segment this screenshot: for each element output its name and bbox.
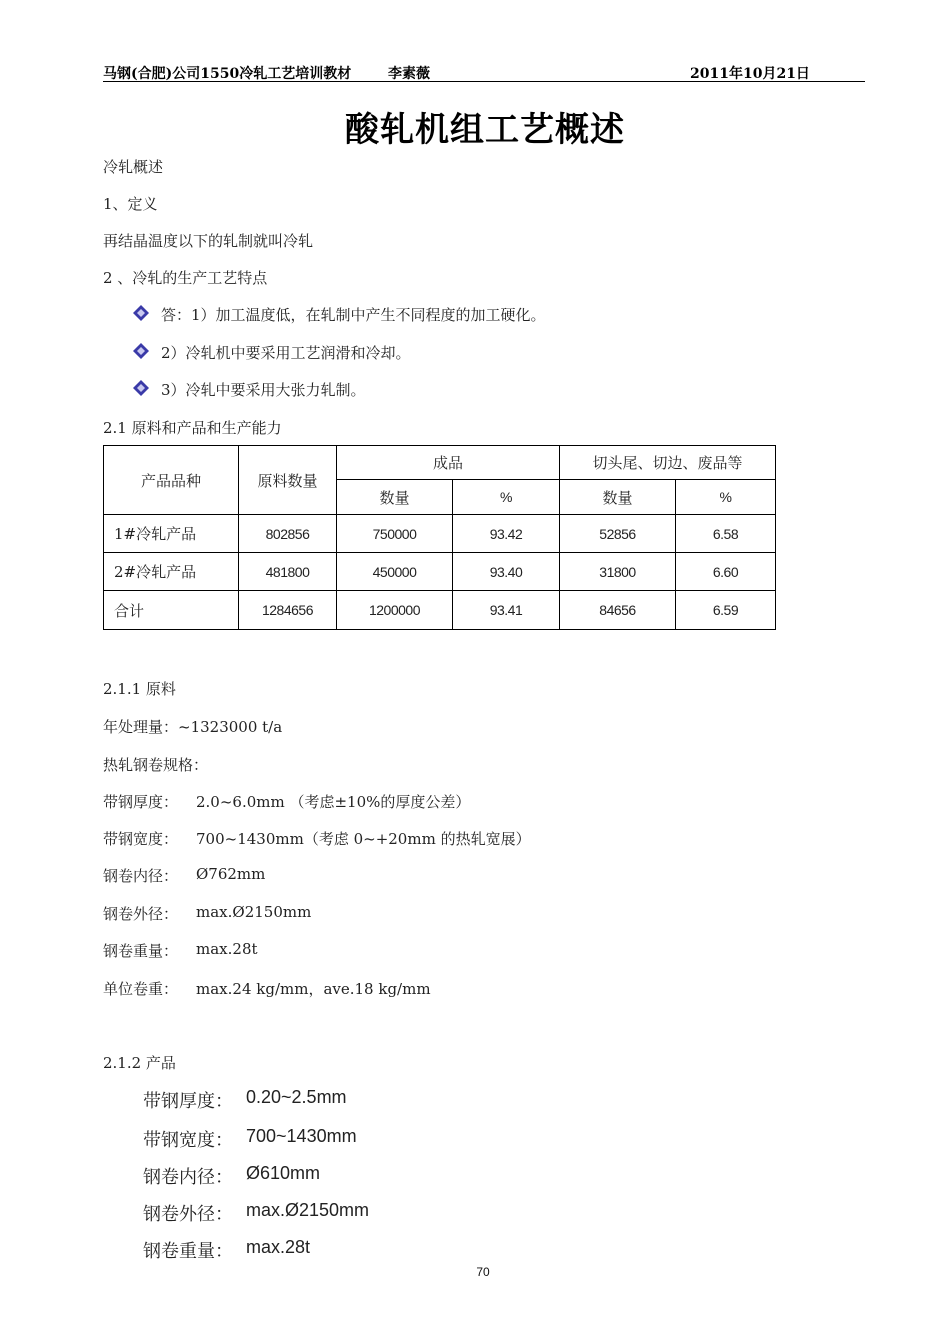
cell-finished-pct: 93.42 (453, 515, 560, 553)
header-product: 产品品种 (104, 446, 239, 515)
cell-product: 2#冷轧产品 (104, 553, 239, 591)
spec-value: max.24 kg/mm，ave.18 kg/mm (196, 980, 431, 998)
table-row (104, 591, 776, 630)
spec-value: 700~1430mm（考虑 0~+20mm 的热轧宽展） (196, 830, 531, 848)
cell-finished-qty: 750000 (337, 515, 453, 553)
header-date: 2011年10月21日 (690, 66, 810, 82)
cell-product: 合计 (104, 591, 239, 630)
product-spec-value: 0.20~2.5mm (246, 1087, 347, 1107)
bullet-item: 答：1）加工温度低，在轧制中产生不同程度的加工硬化。 (161, 306, 546, 324)
cell-raw: 1284656 (239, 591, 337, 630)
raw-material-heading: 2.1.1 原料 (103, 680, 176, 698)
spec-value: max.Ø2150mm (196, 903, 312, 921)
header-title: 马钢(合肥)公司1550冷轧工艺培训教材 (103, 66, 352, 82)
cell-scrap-qty: 84656 (560, 591, 676, 630)
subheader-quantity: 数量 (560, 480, 676, 515)
cell-raw: 481800 (239, 553, 337, 591)
header-scrap: 切头尾、切边、废品等 (560, 446, 776, 480)
cell-finished-qty: 450000 (337, 553, 453, 591)
header-author: 李素薇 (388, 66, 430, 82)
product-heading: 2.1.2 产品 (103, 1054, 176, 1072)
table-caption: 2.1 原料和产品和生产能力 (103, 419, 282, 437)
spec-value: max.28t (196, 940, 258, 958)
cell-finished-qty: 1200000 (337, 591, 453, 630)
header-raw-quantity: 原料数量 (239, 446, 337, 515)
bullet-item: 2）冷轧机中要采用工艺润滑和冷却。 (161, 344, 411, 362)
spec-value: 2.0~6.0mm （考虑±10%的厚度公差） (196, 793, 471, 811)
cell-scrap-pct: 6.59 (676, 591, 776, 630)
features-heading: 2 、冷轧的生产工艺特点 (103, 269, 268, 287)
product-spec-label: 钢卷内径： (143, 1167, 233, 1188)
product-spec-value: 700~1430mm (246, 1126, 357, 1146)
header-finished: 成品 (337, 446, 560, 480)
coil-spec-heading: 热轧钢卷规格： (103, 756, 209, 774)
cell-finished-pct: 93.41 (453, 591, 560, 630)
product-spec-label: 钢卷外径： (143, 1204, 233, 1225)
spec-label: 单位卷重： (103, 980, 179, 998)
cell-raw: 802856 (239, 515, 337, 553)
cell-scrap-pct: 6.58 (676, 515, 776, 553)
diamond-bullet-icon (133, 343, 149, 359)
page-number: 70 (476, 1265, 490, 1279)
spec-label: 钢卷重量： (103, 942, 179, 960)
product-spec-label: 钢卷重量： (143, 1241, 233, 1262)
subheader-percent: % (676, 480, 776, 515)
spec-label: 钢卷外径： (103, 905, 179, 923)
spec-label: 钢卷内径： (103, 867, 179, 885)
bullet-item: 3）冷轧中要采用大张力轧制。 (161, 381, 366, 399)
product-spec-label: 带钢宽度： (143, 1130, 233, 1151)
diamond-bullet-icon (133, 380, 149, 396)
product-spec-value: max.28t (246, 1237, 311, 1257)
section-heading: 冷轧概述 (103, 158, 164, 176)
header-rule (103, 81, 865, 82)
subheader-percent: % (453, 480, 560, 515)
definition-heading: 1、定义 (103, 195, 158, 213)
cell-product: 1#冷轧产品 (104, 515, 239, 553)
annual-throughput: 年处理量：~1323000 t/a (103, 718, 283, 736)
spec-value: Ø762mm (196, 865, 266, 883)
product-spec-value: max.Ø2150mm (246, 1200, 370, 1220)
spec-label: 带钢厚度： (103, 793, 179, 811)
cell-scrap-pct: 6.60 (676, 553, 776, 591)
cell-scrap-qty: 31800 (560, 553, 676, 591)
cell-scrap-qty: 52856 (560, 515, 676, 553)
page-title: 酸轧机组工艺概述 (345, 110, 625, 150)
capacity-table (103, 445, 776, 630)
cell-finished-pct: 93.40 (453, 553, 560, 591)
table-row (104, 553, 776, 591)
product-spec-label: 带钢厚度： (143, 1091, 233, 1112)
spec-label: 带钢宽度： (103, 830, 179, 848)
table-row (104, 515, 776, 553)
product-spec-value: Ø610mm (246, 1163, 321, 1183)
diamond-bullet-icon (133, 305, 149, 321)
subheader-quantity: 数量 (337, 480, 453, 515)
definition-text: 再结晶温度以下的轧制就叫冷轧 (103, 232, 314, 250)
